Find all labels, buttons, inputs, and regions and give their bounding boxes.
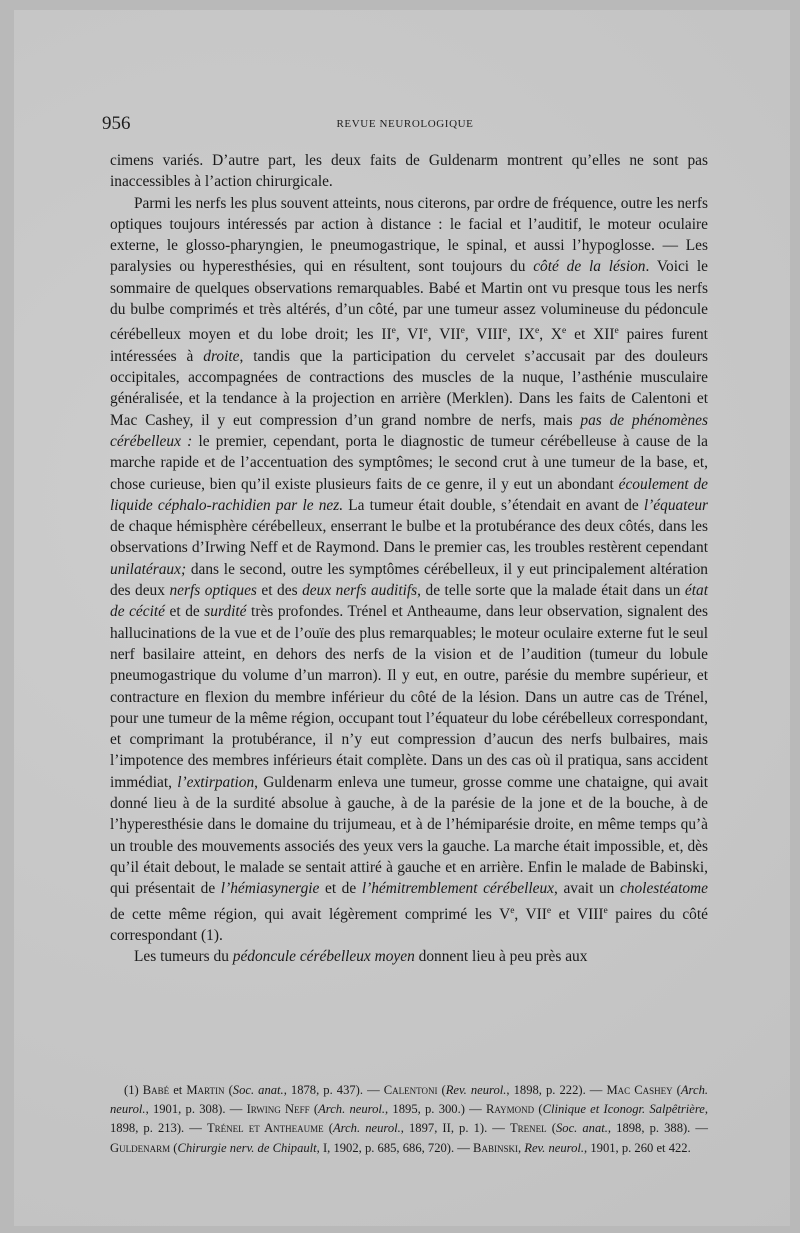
text-run: donnent lieu à peu près aux bbox=[414, 948, 588, 966]
italic-run: deux nerfs auditifs bbox=[302, 582, 418, 600]
superscript: e bbox=[614, 325, 619, 337]
text-run: ( bbox=[323, 1121, 333, 1136]
paragraph-1 bbox=[110, 150, 708, 193]
text-run: de chaque hémisphère cérébelleux, enserrant le bulbe et la protubérance des deux côtés, dans les observations d’Irwing Neff et de Raymond. Dans le premier cas, les troubles restèrent cependant bbox=[110, 518, 708, 557]
italic-run: Soc. anat. bbox=[555, 1121, 608, 1136]
author-name: Mac Cashey bbox=[606, 1083, 673, 1097]
italic-run: droite bbox=[203, 347, 240, 365]
text-run: ( bbox=[309, 1102, 319, 1117]
body-text bbox=[110, 150, 708, 968]
text-run: le premier, cependant, porta le diagnostic de tumeur cérébelleuse à cause de la marche rapide et de l’accentuation des symptômes; le second crut à une tumeur de la base, et, chose curieuse, bien qu’il existe plusieurs faits de ce genre, il y eut un abondant bbox=[110, 432, 708, 493]
text-run: paires furent intéressées à bbox=[110, 326, 708, 365]
superscript: e bbox=[546, 904, 552, 916]
text-run: , 1901, p. 308). — bbox=[145, 1102, 247, 1117]
text-run: cimens variés. D’autre part, les deux faits de Guldenarm montrent qu’elles ne sont pas inaccessibles à l’action chirurgicale. bbox=[110, 152, 708, 191]
italic-run: l’hémiasynergie bbox=[220, 880, 320, 898]
italic-run: écoulement de liquide céphalo-rachidien par le nez. bbox=[110, 475, 709, 514]
text-run: et de bbox=[164, 603, 205, 621]
author-name: Raymond bbox=[486, 1102, 535, 1117]
superscript: e bbox=[534, 325, 540, 337]
text-run: , 1878, p. 437). — bbox=[283, 1083, 384, 1097]
author-name: Babé bbox=[142, 1083, 170, 1097]
text-run: , 1897, II, p. 1). — bbox=[400, 1121, 510, 1136]
superscript: e bbox=[603, 904, 608, 916]
superscript: e bbox=[510, 904, 515, 916]
author-name: Irwing Neff bbox=[246, 1102, 310, 1117]
text-run: , X bbox=[539, 326, 563, 344]
author-name: Trenel bbox=[509, 1121, 547, 1136]
italic-run: nerfs optiques bbox=[169, 582, 257, 600]
text-run: et bbox=[169, 1083, 187, 1097]
italic-run: Rev. neurol. bbox=[445, 1083, 507, 1097]
italic-run: Soc. anat. bbox=[232, 1083, 284, 1097]
text-run: ( bbox=[672, 1083, 681, 1097]
footnote-1 bbox=[110, 1081, 708, 1158]
text-run: ( bbox=[170, 1140, 178, 1155]
text-run: et XII bbox=[566, 326, 615, 344]
text-run: , 1901, p. 260 et 422. bbox=[584, 1140, 691, 1155]
text-run: ( bbox=[546, 1121, 556, 1136]
text-run: ( bbox=[224, 1083, 233, 1097]
page-header bbox=[102, 113, 708, 141]
text-run: dans le second, outre les symptômes cérébelleux, il y eut principalement altération des deux bbox=[110, 560, 708, 600]
italic-run: Chirurgie nerv. de Chipault bbox=[177, 1140, 317, 1155]
italic-run: Arch. neurol. bbox=[332, 1121, 401, 1136]
text-run: ( bbox=[534, 1102, 543, 1117]
text-run: , 1898, p. 388). — bbox=[607, 1121, 709, 1136]
text-run: Les tumeurs du bbox=[134, 948, 233, 966]
italic-run: l’équateur bbox=[643, 496, 709, 514]
italic-run: Arch. neurol. bbox=[110, 1083, 709, 1117]
text-run: , avait un bbox=[554, 880, 620, 898]
text-run: . Voici le sommaire de quelques observations remarquables. Babé et Martin ont vu presque tous les nerfs du bulbe comprimés et très altérés, d’un côté, par une tumeur assez volumineuse du pédoncule cérébelleux moyen et du lobe droit; les II bbox=[110, 258, 708, 344]
text-run: , 1898, p. 222). — bbox=[506, 1083, 607, 1097]
text-run: paires du côté correspondant (1). bbox=[110, 905, 708, 944]
running-title: REVUE NEUROLOGIQUE bbox=[336, 118, 474, 130]
italic-run: cholestéatome bbox=[619, 880, 708, 898]
italic-run: l’extirpation bbox=[177, 773, 255, 791]
author-name: Guldenarm bbox=[110, 1140, 171, 1155]
text-run: Parmi les nerfs les plus souvent atteints, nous citerons, par ordre de fréquence, outre les nerfs optiques toujours intéressés par action à distance : le facial et l’auditif, le moteur oculaire externe, le glosso-pharyngien, le pneumogastrique, le spinal, et aussi l’hypoglosse. — Les paralysies ou hyperesthésies, qui en résultent, sont toujours du bbox=[110, 194, 708, 276]
text-run: , VI bbox=[395, 326, 424, 344]
italic-run: l’hémitremblement cérébelleux bbox=[361, 880, 555, 898]
text-run: de cette même région, qui avait légèrement comprimé les V bbox=[110, 905, 511, 923]
italic-run: pas de phénomènes cérébelleux : bbox=[110, 411, 708, 450]
text-run: , 1895, p. 300.) — bbox=[385, 1102, 487, 1117]
italic-run: surdité bbox=[204, 603, 247, 621]
superscript: e bbox=[423, 325, 428, 337]
italic-run: Arch. neurol. bbox=[318, 1102, 386, 1117]
author-name: Calentoni bbox=[383, 1083, 438, 1097]
italic-run: Clinique et Iconogr. Salpêtrière bbox=[542, 1102, 705, 1117]
text-run: , bbox=[517, 1140, 525, 1155]
paragraph-3 bbox=[110, 946, 708, 967]
text-run: et des bbox=[256, 582, 303, 600]
text-run: et VIII bbox=[551, 905, 604, 923]
text-run: , de telle sorte que la malade était dans un bbox=[417, 582, 685, 600]
author-name: Trénel et Antheaume bbox=[206, 1121, 324, 1136]
text-run: , 1898, p. 213). — bbox=[110, 1102, 709, 1136]
text-run: , tandis que la participation du cervelet s’accusait par des douleurs occipitales, accompagnées de contractions des muscles de la nuque, l’asthénie musculaire généralisée, et la tendance à la projection en arrière (Merklen). Dans les faits de Calentoni et Mac Cashey, il y eut compression d’un grand nombre de nerfs, mais bbox=[110, 347, 708, 429]
text-run: et de bbox=[319, 880, 362, 898]
text-run: , VII bbox=[514, 905, 547, 923]
italic-run: côté de la lésion bbox=[533, 258, 646, 276]
italic-run: unilatéraux; bbox=[110, 560, 187, 578]
italic-run: état de cécité bbox=[110, 582, 708, 621]
text-run: très profondes. Trénel et Antheaume, dans leur observation, signalent des hallucinations de la vue et de l’ouïe des plus remarquables; le moteur oculaire externe fut le seul nerf basilaire atteint, en dehors des nerfs de la vision et de l’audition (tumeur du lobule pneumogastrique du volume d’un marron). Il y eut, en outre, parésie du membre supérieur, et contracture en flexion du membre inférieur du côté de la lésion. Dans un autre cas de Trénel, pour une tumeur de la même région, occupant tout l’équateur du lobe cérébelleux correspondant, et comprimant la protubérance, il n’y eut compression d’aucun des nerfs bulbaires, mais l’impotence des membres inférieurs était complète. Dans un des cas où il pratiqua, sans accident immédiat, bbox=[110, 603, 708, 791]
text-run: , VIII bbox=[464, 326, 503, 344]
superscript: e bbox=[460, 325, 465, 337]
text-run: , VII bbox=[427, 326, 461, 344]
paragraph-2 bbox=[110, 193, 708, 947]
text-run: La tumeur était double, s’étendait en avant de bbox=[343, 496, 644, 514]
italic-run: Rev. neurol. bbox=[524, 1140, 585, 1155]
text-run: , Guldenarm enleva une tumeur, grosse comme une chataigne, qui avait donné lieu à de la surdité absolue à gauche, à de la parésie de la jone et de la bouche, à de l’hyperesthésie dans le domaine du trijumeau, et à de l’hémiparésie droite, en même temps qu’à un trouble des mouvements associés des yeux vers la gauche. La marche était impossible, et, dès qu’il était debout, le malade se sentait attiré à gauche et en arrière. Enfin le malade de Babinski, qui présentait de bbox=[110, 773, 708, 898]
text-run: ( bbox=[437, 1083, 446, 1097]
text-run: (1) bbox=[124, 1083, 143, 1097]
superscript: e bbox=[502, 325, 507, 337]
text-run: , IX bbox=[506, 326, 535, 344]
superscript: e bbox=[391, 325, 396, 337]
italic-run: pédoncule cérébelleux moyen bbox=[232, 948, 415, 966]
author-name: Babinski bbox=[473, 1140, 518, 1155]
page-number: 956 bbox=[102, 113, 131, 134]
author-name: Martin bbox=[186, 1083, 225, 1097]
text-run: , I, 1902, p. 685, 686, 720). — bbox=[316, 1140, 474, 1155]
footnotes bbox=[110, 1081, 708, 1158]
superscript: e bbox=[562, 325, 567, 337]
